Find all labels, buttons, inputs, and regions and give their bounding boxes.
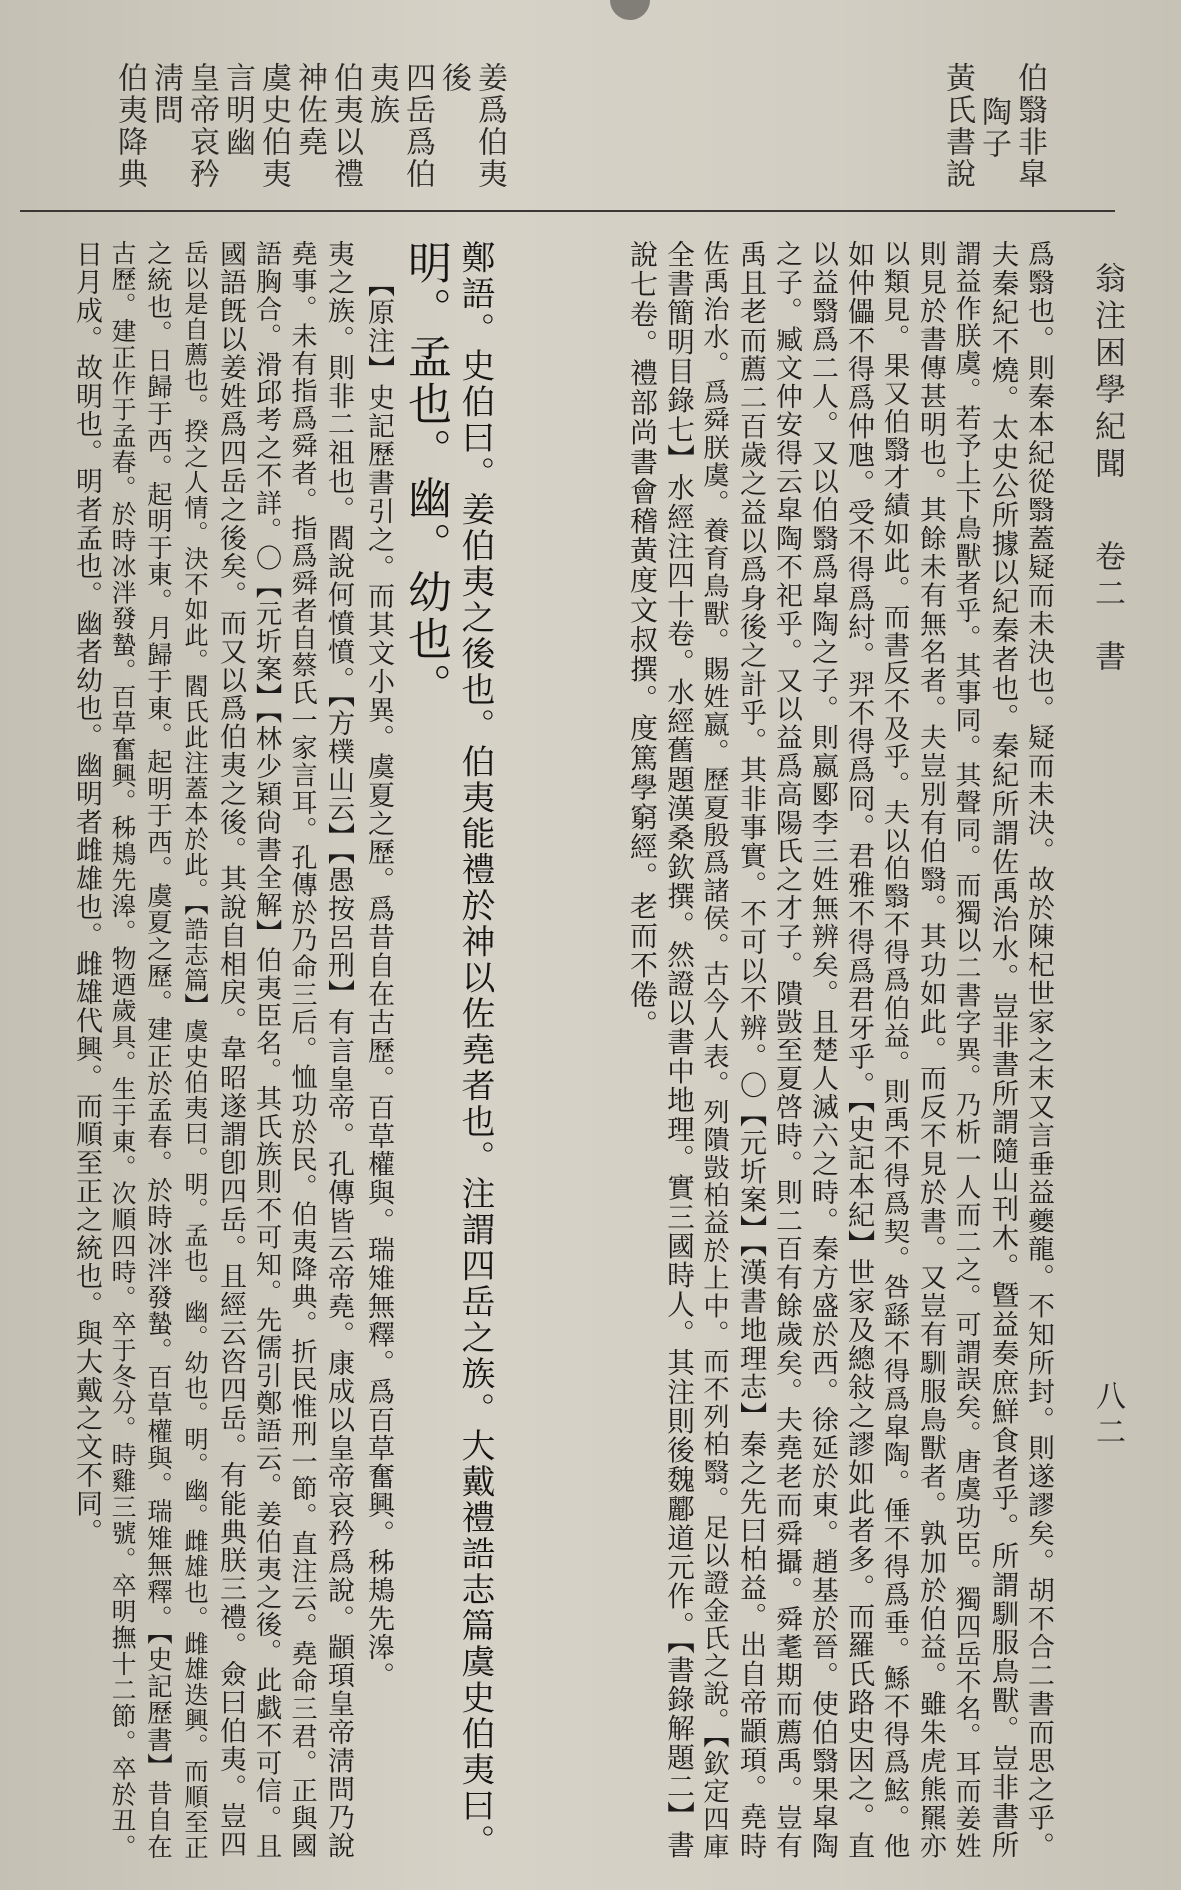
top-note: 伯翳非皐 [1012, 62, 1047, 190]
top-note: 姜爲伯夷 [472, 62, 507, 190]
note-column: 夷之族。則非二祖也。閻說何憤憤。【方樸山云】【愚按呂刑】有言皇帝。孔傳皆云帝堯。康成以皇帝哀矜爲說。顓頊皇帝淸問乃說 [323, 240, 354, 1861]
top-note: 伯夷以禮 [328, 62, 363, 190]
note-column: 語胸合。滑邱考之不詳。〇【元圻案】【林少穎尙書全解】伯夷臣名。其氏族則不可知。先儒引鄭語云。姜伯夷之後。此戱不可信。且 [251, 240, 281, 1860]
top-notes-area [0, 0, 1181, 210]
top-note: 言明幽 [220, 62, 255, 158]
header-rule [20, 210, 1115, 212]
note-column: 古歷。建正作于孟春。於時冰泮發蟄。百草奮興。秭鳺先滜。物迺歲具。生于東。次順四時。卒于冬分。時雞三號。卒明撫十二節。卒於丑。 [108, 240, 137, 1861]
note-column: 之統也。日歸于西。起明于東。月歸于東。起明于西。虞夏之歷。建正於孟春。於時冰泮發蟄。百草權與。瑞雉無釋。【史記歷書】昔自在 [143, 240, 173, 1861]
top-note: 四岳爲伯 [400, 62, 435, 190]
top-note: 黃氏書說 [940, 62, 975, 190]
page-number: 八二 [1090, 1380, 1125, 1452]
section-label: 書 [1089, 640, 1125, 677]
main-text-column: 鄭語。史伯曰。姜伯夷之後也。伯夷能禮於神以佐堯者也。注謂四岳之族。大戴禮誥志篇虞史伯夷曰。 [456, 240, 495, 1860]
main-text-column: 明。孟也。幽。幼也。 [400, 240, 451, 710]
top-note: 後 [436, 62, 471, 94]
text-column: 爲翳也。則秦本紀從翳蓋疑而未決也。疑而未決。故於陳杞世家之末又言垂益夔龍。不知所封。則遂謬矣。胡不合二書而思之乎。 [1023, 240, 1054, 1861]
text-column: 說七卷。禮部尚書會稽黃度文叔撰。度篤學窮經。老而不倦。 [626, 240, 659, 1040]
top-note: 陶子 [976, 96, 1011, 160]
text-column: 以類見。果又伯翳才績如此。而書反不及乎。夫以伯翳不得爲伯益。則禹不得爲契。咎繇不得爲皐陶。倕不得爲垂。鯀不得爲鮌。他 [879, 240, 910, 1860]
text-column: 以益翳爲二人。又以伯翳爲皐陶之子。則嬴郾李三姓無辨矣。且楚人滅六之時。秦方盛於西。徐延於東。趙基於晉。使伯翳果皐陶 [807, 240, 838, 1861]
top-note: 神佐堯 [292, 62, 327, 158]
note-column: 國語旣以姜姓爲四岳之後矣。而又以爲伯夷之後。其說自相戻。韋昭遂謂卽四岳。且經云咨四岳。有能典朕三禮。僉曰伯夷。豈四 [215, 240, 246, 1859]
text-column: 則見於書傳甚明也。其餘未有無名者。夫豈別有伯翳。其功如此。而反不見於書。又豈有馴服鳥獸者。孰加於伯益。雖朱虎熊羆亦 [915, 240, 946, 1861]
top-note: 夷族 [364, 62, 399, 126]
text-column: 佐禹治水。爲舜朕虞。養育鳥獸。賜姓嬴。歷夏殷爲諸侯。古今人表。列隤敱柏益於上中。而不列柏翳。足以證金氏之說。【欽定四庫 [699, 240, 729, 1861]
text-column: 如仲儡不得爲仲虺。受不得爲紂。羿不得爲冏。君雅不得爲君牙乎。【史記本紀】世家及總敍之謬如此者多。而羅氏路史因之。直 [843, 240, 874, 1861]
running-title: 翁注困學紀聞 [1089, 262, 1125, 484]
note-column: 堯事。未有指爲舜者。指爲舜者自蔡氏一家言耳。孔傳於乃命三后。恤功於民。伯夷降典。折民惟刑一節。直注云。堯命三君。正與國 [287, 240, 317, 1860]
note-column: 【原注】史記歷書引之。而其文小異。虞夏之歷。爲昔自在古歷。百草權與。瑞雉無釋。爲百草奮興。秭鳺先滜。 [363, 270, 394, 1690]
text-column: 禹且老而薦二百歲之益以爲身後之計乎。其非事實。不可以不辨。〇【元圻案】【漢書地理志】秦之先曰柏益。出自帝顓頊。堯時 [735, 240, 766, 1861]
note-column: 岳以是自薦也。揆之人情。決不如此。閻氏此注蓋本於此。【誥志篇】虞史伯夷曰。明。孟也。幽。幼也。明。幽。雌雄也。雌雄迭興。而順至正 [180, 240, 209, 1861]
note-column: 日月成。故明也。明者孟也。幽者幼也。幽明者雌雄也。雌雄代興。而順至正之統也。與大戴之文不同。 [71, 240, 102, 1547]
top-note: 淸問 [148, 62, 183, 126]
text-column: 全書簡明目錄七】水經注四十卷。水經舊題漢桑欽撰。然證以書中地理。實三國時人。其注則後魏酈道元作。【書錄解題二】書 [662, 240, 695, 1860]
top-note: 虞史伯夷 [256, 62, 291, 190]
volume-label: 卷二 [1089, 540, 1125, 614]
text-column: 謂益作朕虞。若予上下鳥獸者乎。其事同。其聲同。而獨以二書字異。乃析一人而二之。可謂誤矣。唐虞功臣。獨四岳不名。耳而姜姓 [951, 240, 981, 1861]
text-column: 之子。臧文仲安得云皐陶不祀乎。又以益爲高陽氏之才子。隤敱至夏啓時。則二百有餘歲矣。夫堯老而舜攝。舜耄期而薦禹。豈有 [771, 240, 802, 1861]
top-note: 伯夷降典 [112, 62, 147, 190]
text-column: 夫秦紀不燒。太史公所據以紀秦者也。秦紀所謂佐禹治水。豈非書所謂隨山刊木。曁益奏庶鮮食者乎。所謂馴服鳥獸。豈非書所 [987, 240, 1018, 1860]
top-note: 皇帝哀矜 [184, 62, 219, 190]
